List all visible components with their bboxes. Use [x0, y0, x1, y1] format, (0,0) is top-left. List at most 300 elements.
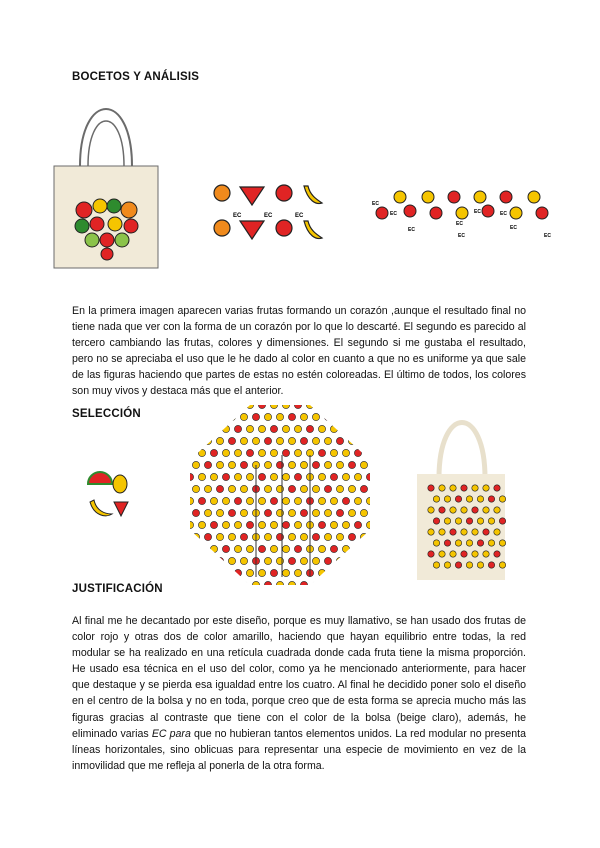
pattern-fruit — [246, 449, 253, 456]
pattern-fruit — [192, 485, 199, 492]
pattern-fruit — [312, 437, 319, 444]
pattern-fruit — [354, 497, 361, 504]
heading-justificacion: JUSTIFICACIÓN — [72, 583, 163, 595]
pattern-fruit — [246, 569, 253, 576]
pattern-fruit — [360, 581, 367, 585]
pattern-fruit — [258, 473, 265, 480]
pattern-fruit — [294, 473, 301, 480]
pattern-fruit — [444, 496, 450, 502]
ec-label: EC — [372, 201, 379, 207]
pattern-fruit — [234, 545, 241, 552]
pattern-fruit — [439, 551, 445, 557]
pattern-fruit — [342, 521, 349, 528]
pattern-fruit — [466, 518, 472, 524]
pattern-fruit — [276, 413, 283, 420]
pattern-fruit — [234, 405, 241, 409]
pattern-fruit — [461, 485, 467, 491]
pattern-fruit — [494, 529, 500, 535]
pattern-fruit — [264, 461, 271, 468]
pattern-fruit — [450, 485, 456, 491]
pattern-fruit — [198, 473, 205, 480]
pattern-fruit — [288, 557, 295, 564]
pattern-fruit — [330, 449, 337, 456]
justification-italic-term: EC para — [151, 727, 191, 740]
final-tote-bag — [415, 412, 507, 582]
pattern-fruit — [190, 425, 194, 432]
pattern-fruit — [258, 545, 265, 552]
ec-label: EC — [510, 225, 517, 231]
pattern-fruit — [282, 545, 289, 552]
pattern-fruit — [234, 449, 241, 456]
pattern-fruit — [234, 473, 241, 480]
pattern-fruit — [366, 405, 370, 409]
pattern-fruit — [455, 540, 461, 546]
pattern-fruit — [204, 437, 211, 444]
pattern-fruit — [222, 521, 229, 528]
pattern-fruit — [312, 557, 319, 564]
ec-label: EC — [458, 233, 465, 239]
pattern-fruit — [483, 485, 489, 491]
pattern-fruit — [477, 562, 483, 568]
pattern-fruit — [461, 529, 467, 535]
pattern-fruit — [276, 485, 283, 492]
pattern-fruit — [246, 473, 253, 480]
pattern-fruit — [342, 425, 349, 432]
pattern-fruit — [494, 485, 500, 491]
pattern-fruit — [483, 551, 489, 557]
pattern-fruit — [294, 425, 301, 432]
bag-handle-inner — [88, 121, 124, 166]
pattern-fruit — [264, 413, 271, 420]
pattern-fruit — [222, 497, 229, 504]
pattern-fruit — [270, 569, 277, 576]
pattern-fruit — [360, 437, 367, 444]
pattern-fruit — [324, 461, 331, 468]
pattern-fruit — [488, 562, 494, 568]
pattern-fruit — [192, 437, 199, 444]
pattern-fruit — [276, 461, 283, 468]
pattern-fruit — [330, 425, 337, 432]
pattern-fruit — [433, 562, 439, 568]
pattern-fruit — [360, 485, 367, 492]
pattern-fruit — [483, 507, 489, 513]
ec-label: EC — [233, 213, 242, 219]
pattern-fruit — [477, 496, 483, 502]
pattern-fruit — [348, 461, 355, 468]
justification-paragraph — [72, 613, 526, 774]
pattern-fruit — [234, 569, 241, 576]
pattern-fruit — [198, 405, 205, 409]
pattern-fruit — [282, 569, 289, 576]
pattern-fruit — [499, 496, 505, 502]
pattern-fruit — [324, 413, 331, 420]
pattern-fruit — [336, 581, 343, 585]
pattern-fruit — [354, 405, 361, 409]
pattern-fruit — [336, 437, 343, 444]
pattern-fruit — [258, 425, 265, 432]
ec-label: EC — [474, 209, 481, 215]
pattern-fruit — [282, 425, 289, 432]
justification-text-part2: que no hubieran tantos elementos unidos. La red modular no presenta líneas horizontales, sino oblicuas para representar una especie de movimiento en vez de la inmovilidad que me refleja al ponerla de la otra forma. — [72, 727, 526, 772]
pattern-fruit — [318, 449, 325, 456]
pattern-fruit — [222, 449, 229, 456]
pattern-fruit — [428, 507, 434, 513]
pattern-fruit — [300, 437, 307, 444]
pattern-fruit — [472, 551, 478, 557]
pattern-fruit — [488, 496, 494, 502]
pattern-fruit — [455, 562, 461, 568]
ec-label: EC — [390, 211, 397, 217]
pattern-fruit — [198, 569, 205, 576]
pattern-fruit — [216, 533, 223, 540]
ec-label: EC — [544, 233, 551, 239]
pattern-fruit — [342, 569, 349, 576]
pattern-fruit — [324, 485, 331, 492]
pattern-fruit — [366, 569, 370, 576]
pattern-fruit — [204, 509, 211, 516]
fruit-row-top — [214, 185, 322, 205]
pattern-fruit — [270, 449, 277, 456]
pattern-fruit — [240, 509, 247, 516]
pattern-fruit — [210, 425, 217, 432]
pattern-fruit — [336, 485, 343, 492]
ec-label: EC — [456, 221, 463, 227]
pattern-fruit — [228, 533, 235, 540]
pattern-fruit — [240, 557, 247, 564]
pattern-fruit — [300, 509, 307, 516]
pattern-fruit — [366, 425, 370, 432]
pattern-fruit — [258, 521, 265, 528]
bag-handle — [439, 423, 485, 479]
pattern-fruit — [330, 497, 337, 504]
pattern-fruit — [216, 509, 223, 516]
pattern-fruit — [428, 529, 434, 535]
pattern-fruit — [472, 529, 478, 535]
pattern-fruit — [204, 485, 211, 492]
pattern-fruit — [300, 557, 307, 564]
pattern-fruit — [312, 581, 319, 585]
pattern-fruit — [216, 437, 223, 444]
pattern-fruit — [342, 405, 349, 409]
pattern-fruit — [318, 521, 325, 528]
pattern-fruit — [477, 540, 483, 546]
pattern-fruit — [324, 581, 331, 585]
pattern-fruit — [348, 581, 355, 585]
pattern-fruit — [342, 473, 349, 480]
pattern-fruit — [300, 485, 307, 492]
fruit-row-bottom — [214, 220, 322, 239]
pattern-fruit — [264, 557, 271, 564]
pattern-fruit — [190, 569, 194, 576]
pattern-fruit — [210, 497, 217, 504]
pattern-fruit — [354, 569, 361, 576]
heading-bocetos: BOCETOS Y ANÁLISIS — [72, 71, 200, 83]
pattern-fruit — [342, 449, 349, 456]
pattern-fruit — [228, 557, 235, 564]
pattern-fruit — [450, 551, 456, 557]
pattern-fruit — [204, 413, 211, 420]
pattern-fruit — [288, 509, 295, 516]
pattern-fruit — [439, 485, 445, 491]
pattern-fruit — [428, 485, 434, 491]
pattern-fruit — [472, 507, 478, 513]
sketch-fruit-row — [212, 183, 327, 243]
pattern-fruit — [276, 557, 283, 564]
pattern-fruit — [198, 449, 205, 456]
pattern-fruit — [318, 425, 325, 432]
pattern-fruit — [190, 449, 194, 456]
pattern-fruit — [198, 521, 205, 528]
pattern-fruit — [348, 509, 355, 516]
pattern-fruit — [494, 551, 500, 557]
pattern-fruit — [210, 545, 217, 552]
pattern-fruit — [488, 540, 494, 546]
pattern-fruit — [288, 533, 295, 540]
pattern-fruit — [198, 545, 205, 552]
pattern-fruit — [240, 461, 247, 468]
pattern-fruit — [324, 437, 331, 444]
pattern-fruit — [455, 518, 461, 524]
pattern-fruit — [336, 509, 343, 516]
pattern-fruit — [461, 551, 467, 557]
pattern-fruit — [270, 497, 277, 504]
pattern-fruit — [246, 425, 253, 432]
pattern-fruit — [258, 497, 265, 504]
pattern-fruit — [318, 497, 325, 504]
pattern-fruit — [240, 533, 247, 540]
pattern-fruit — [190, 405, 194, 409]
pattern-fruit — [354, 545, 361, 552]
pattern-fruit — [366, 545, 370, 552]
pattern-fruit — [258, 449, 265, 456]
pattern-fruit — [204, 461, 211, 468]
pattern-fruit — [300, 533, 307, 540]
pattern-fruit — [433, 496, 439, 502]
pattern-fruit — [330, 473, 337, 480]
pattern-fruit — [433, 540, 439, 546]
pattern-fruit — [348, 557, 355, 564]
pattern-fruit — [312, 413, 319, 420]
pattern-fruit — [312, 461, 319, 468]
pattern-fruit — [336, 461, 343, 468]
pattern-fruit — [433, 518, 439, 524]
pattern-fruit — [477, 518, 483, 524]
pattern-fruit — [342, 497, 349, 504]
pattern-fruit — [210, 405, 217, 409]
pattern-fruit — [360, 413, 367, 420]
pattern-fruit — [240, 437, 247, 444]
pattern-fruit — [228, 461, 235, 468]
pattern-fruit — [336, 533, 343, 540]
pattern-fruit — [264, 509, 271, 516]
pattern-fruit — [444, 562, 450, 568]
modular-pattern-sheet — [190, 405, 370, 585]
pattern-fruit — [488, 518, 494, 524]
pattern-fruit — [198, 425, 205, 432]
pattern-fruit — [216, 413, 223, 420]
pattern-fruit — [428, 551, 434, 557]
pattern-fruit — [288, 437, 295, 444]
pattern-fruit — [234, 521, 241, 528]
pattern-fruit — [276, 533, 283, 540]
pattern-fruit — [228, 413, 235, 420]
pattern-fruit — [192, 413, 199, 420]
watermelon-icon — [88, 472, 112, 484]
pattern-fruit — [228, 581, 235, 585]
pattern-fruit — [354, 425, 361, 432]
pattern-fruit — [439, 507, 445, 513]
pattern-fruit — [210, 473, 217, 480]
pattern-fruit — [270, 521, 277, 528]
pattern-fruit — [282, 497, 289, 504]
pattern-fruit — [222, 473, 229, 480]
pattern-fruit — [312, 485, 319, 492]
pattern-fruit — [270, 425, 277, 432]
pattern-fruit — [348, 485, 355, 492]
pattern-fruit — [466, 540, 472, 546]
pattern-fruit — [192, 581, 199, 585]
pattern-fruit — [318, 473, 325, 480]
pattern-fruit — [246, 545, 253, 552]
pattern-fruit — [258, 569, 265, 576]
sketch-diagonal-pattern — [370, 183, 555, 243]
pattern-fruit — [342, 545, 349, 552]
pattern-fruit — [216, 557, 223, 564]
ec-label: EC — [500, 211, 507, 217]
pattern-fruit — [270, 473, 277, 480]
pattern-fruit — [318, 545, 325, 552]
pattern-fruit — [354, 449, 361, 456]
pattern-fruit — [499, 540, 505, 546]
justification-text-part1: Al final me he decantado por este diseño, porque es muy llamativo, se han usado dos frutas de color rojo y otras dos de color amarillo, haciendo que hayan equilibrio entre todas, la red modular se ha realizado en una retícula cuadrada donde cada fruta tiene la misma proporción. He usado esa técnica en el uso del color, como ya he mencionado anteriormente, para hacer que destaque y se pierda esa igualdad entre los cuatro. Al final he decidido poner solo el diseño en el centro de la bolsa y no en toda, porque creo que de esta forma se aprecia mucho más las figuras gracias al contraste que tiene con el color de la bolsa (beige claro), además, he eliminado varias — [72, 615, 526, 740]
pattern-fruit — [198, 497, 205, 504]
analysis-paragraph: En la primera imagen aparecen varias frutas formando un corazón ,aunque el resultado final no tiene nada que ver con la forma de un corazón por lo que lo descarté. El segundo es parecido al tercero cambiando las frutas, colores y dimensiones. El segundo si me gustaba el resultado, pero no se apreciaba el uso que le he dado al color en cuanto a que no es uniforme ya que sale de las figuras haciendo que partes de estas no estén coloreadas. El último de todos, los colores son muy vivos y destaca más que el anterior. — [72, 305, 526, 398]
pattern-fruit — [324, 557, 331, 564]
pattern-fruit — [190, 545, 194, 552]
pattern-fruit — [210, 449, 217, 456]
pattern-fruit — [264, 437, 271, 444]
pattern-fruit — [336, 557, 343, 564]
pattern-fruit — [228, 509, 235, 516]
pattern-fruit — [240, 485, 247, 492]
pattern-fruit — [222, 405, 229, 409]
pattern-fruit — [499, 562, 505, 568]
pattern-fruit — [324, 509, 331, 516]
pattern-fruit — [439, 529, 445, 535]
pattern-fruit — [450, 507, 456, 513]
pattern-fruit — [294, 449, 301, 456]
pattern-fruit — [222, 425, 229, 432]
pattern-fruit — [330, 521, 337, 528]
pattern-fruit — [192, 557, 199, 564]
ec-label: EC — [408, 227, 415, 233]
diagonal-fruit-pattern — [376, 191, 548, 219]
pattern-fruit — [240, 413, 247, 420]
pattern-fruit — [282, 449, 289, 456]
pattern-fruit — [318, 569, 325, 576]
pattern-fruit — [264, 485, 271, 492]
pattern-fruit — [240, 581, 247, 585]
pattern-fruit — [466, 496, 472, 502]
pattern-fruit — [360, 533, 367, 540]
pattern-fruit — [246, 521, 253, 528]
pattern-fruit — [216, 461, 223, 468]
pattern-fruit — [204, 533, 211, 540]
pattern-fruit — [450, 529, 456, 535]
pattern-fruit — [234, 497, 241, 504]
ec-label: EC — [264, 213, 273, 219]
pattern-fruit — [192, 461, 199, 468]
pattern-fruit — [312, 533, 319, 540]
pattern-fruit — [228, 437, 235, 444]
pattern-fruit — [444, 540, 450, 546]
pattern-fruit — [494, 507, 500, 513]
selected-fruit-module — [86, 470, 132, 520]
ec-label: EC — [295, 213, 304, 219]
pattern-fruit — [252, 437, 259, 444]
pattern-fruit — [216, 485, 223, 492]
pattern-fruit — [222, 545, 229, 552]
pattern-fruit — [222, 569, 229, 576]
pattern-fruit — [348, 533, 355, 540]
pattern-fruit — [348, 437, 355, 444]
pattern-fruit — [282, 473, 289, 480]
pattern-fruit — [276, 509, 283, 516]
pineapple-icon — [113, 475, 127, 493]
banana-icon — [90, 500, 112, 516]
strawberry-icon — [114, 502, 128, 516]
pattern-fruit — [246, 497, 253, 504]
pattern-fruit — [294, 545, 301, 552]
pattern-fruit — [318, 405, 325, 409]
pattern-fruit — [366, 449, 370, 456]
pattern-fruit — [306, 425, 313, 432]
pattern-fruit — [288, 485, 295, 492]
pattern-fruit — [461, 507, 467, 513]
pattern-fruit — [294, 569, 301, 576]
pattern-fruit — [192, 509, 199, 516]
pattern-fruit — [204, 581, 211, 585]
pattern-fruit — [210, 569, 217, 576]
pattern-fruit — [360, 557, 367, 564]
pattern-fruit — [288, 413, 295, 420]
pattern-fruit — [252, 413, 259, 420]
pattern-fruit — [192, 533, 199, 540]
pattern-fruit — [354, 521, 361, 528]
pattern-fruit — [360, 509, 367, 516]
pattern-fruit — [294, 497, 301, 504]
pattern-fruit — [228, 485, 235, 492]
pattern-fruit — [336, 413, 343, 420]
pattern-fruit — [288, 461, 295, 468]
sketch-bag-heart — [52, 100, 160, 270]
pattern-fruit — [330, 569, 337, 576]
pattern-fruit — [216, 581, 223, 585]
pattern-fruit — [330, 545, 337, 552]
pattern-fruit — [330, 405, 337, 409]
pattern-fruit — [472, 485, 478, 491]
heading-seleccion: SELECCIÓN — [72, 408, 141, 420]
pattern-fruit — [270, 545, 277, 552]
pattern-fruit — [300, 413, 307, 420]
pattern-fruit — [483, 529, 489, 535]
pattern-fruit — [348, 413, 355, 420]
pattern-fruit — [234, 425, 241, 432]
pattern-fruit — [360, 461, 367, 468]
pattern-fruit — [204, 557, 211, 564]
pattern-fruit — [354, 473, 361, 480]
pattern-fruit — [264, 533, 271, 540]
